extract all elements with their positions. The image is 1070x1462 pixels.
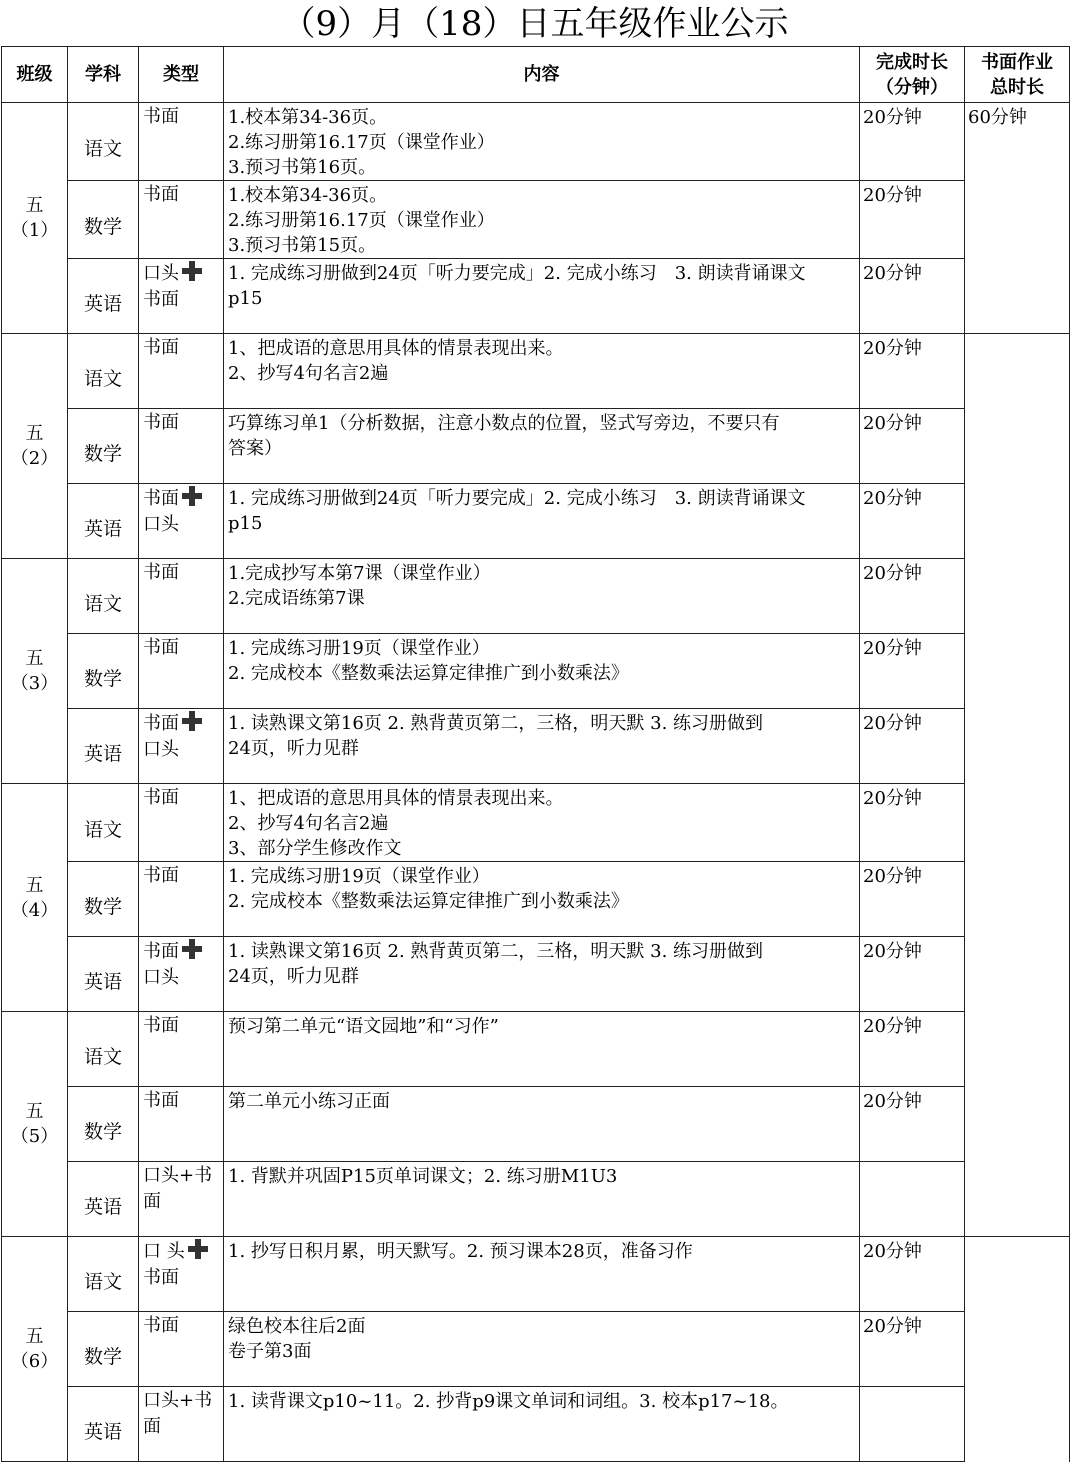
subject-cell: 语文	[68, 103, 139, 181]
content-cell: 第二单元小练习正面	[224, 1087, 860, 1162]
subject-cell: 数学	[68, 181, 139, 259]
duration-cell: 20分钟	[860, 634, 965, 709]
duration-cell: 20分钟	[860, 259, 965, 334]
table-row	[2, 181, 1070, 259]
duration-cell: 20分钟	[860, 484, 965, 559]
table-row	[2, 103, 1070, 181]
content-cell: 1. 完成练习册做到24页「听力要完成」2. 完成小练习 3. 朗读背诵课文 p15	[224, 259, 860, 334]
table-row	[2, 559, 1070, 634]
content-cell: 绿色校本往后2面 卷子第3面	[224, 1312, 860, 1387]
content-cell: 1.校本第34-36页。 2.练习册第16.17页（课堂作业） 3.预习书第16页。	[224, 103, 860, 181]
content-cell: 巧算练习单1（分析数据，注意小数点的位置，竖式写旁边，不要只有 答案）	[224, 409, 860, 484]
total-cell	[965, 334, 1070, 1237]
type-cell: 书面	[139, 1312, 224, 1387]
type-cell: 书面	[139, 559, 224, 634]
type-cell: 书面 口头	[139, 937, 224, 1012]
header-total: 书面作业 总时长	[965, 47, 1070, 103]
subject-cell: 语文	[68, 1012, 139, 1087]
table-row	[2, 1162, 1070, 1237]
subject-cell: 英语	[68, 259, 139, 334]
type-cell: 书面	[139, 181, 224, 259]
content-cell: 1. 读背课文p10~11。2. 抄背p9课文单词和词组。3. 校本p17~18。	[224, 1387, 860, 1462]
table-row	[2, 259, 1070, 334]
table-row	[2, 709, 1070, 784]
content-cell: 预习第二单元“语文园地”和“习作”	[224, 1012, 860, 1087]
duration-cell: 20分钟	[860, 709, 965, 784]
plus-icon	[181, 710, 203, 732]
class-cell: 五 （3）	[2, 559, 68, 784]
table-row	[2, 634, 1070, 709]
type-cell: 口 头 书面	[139, 1237, 224, 1312]
type-cell: 书面 口头	[139, 709, 224, 784]
table-row	[2, 1237, 1070, 1312]
type-cell: 书面 口头	[139, 484, 224, 559]
content-cell: 1. 读熟课文第16页 2. 熟背黄页第二，三格，明天默 3. 练习册做到 24页，听力见群	[224, 709, 860, 784]
type-cell: 书面	[139, 1012, 224, 1087]
type-cell: 书面	[139, 103, 224, 181]
table-row	[2, 862, 1070, 937]
table-row	[2, 1387, 1070, 1462]
content-cell: 1、把成语的意思用具体的情景表现出来。 2、抄写4句名言2遍 3、部分学生修改作文	[224, 784, 860, 862]
header-duration: 完成时长 （分钟）	[860, 47, 965, 103]
table-row	[2, 334, 1070, 409]
subject-cell: 语文	[68, 559, 139, 634]
table-row	[2, 484, 1070, 559]
duration-cell: 20分钟	[860, 937, 965, 1012]
header-type: 类型	[139, 47, 224, 103]
table-row	[2, 937, 1070, 1012]
plus-icon	[181, 260, 203, 282]
type-cell: 口头 书面	[139, 259, 224, 334]
class-cell: 五 （2）	[2, 334, 68, 559]
type-cell: 书面	[139, 1087, 224, 1162]
type-cell: 书面	[139, 784, 224, 862]
duration-cell: 20分钟	[860, 784, 965, 862]
subject-cell: 语文	[68, 1237, 139, 1312]
table-row	[2, 409, 1070, 484]
duration-cell: 20分钟	[860, 1237, 965, 1312]
header-content: 内容	[224, 47, 860, 103]
subject-cell: 英语	[68, 937, 139, 1012]
header-subject: 学科	[68, 47, 139, 103]
subject-cell: 数学	[68, 862, 139, 937]
header-class: 班级	[2, 47, 68, 103]
content-cell: 1、把成语的意思用具体的情景表现出来。 2、抄写4句名言2遍	[224, 334, 860, 409]
homework-table	[1, 46, 1070, 1462]
type-cell: 书面	[139, 409, 224, 484]
duration-cell	[860, 1387, 965, 1462]
type-cell: 书面	[139, 862, 224, 937]
table-row	[2, 1087, 1070, 1162]
plus-icon	[181, 485, 203, 507]
duration-cell: 20分钟	[860, 559, 965, 634]
subject-cell: 数学	[68, 409, 139, 484]
duration-cell: 20分钟	[860, 1312, 965, 1387]
subject-cell: 英语	[68, 1387, 139, 1462]
subject-cell: 数学	[68, 1087, 139, 1162]
duration-cell: 20分钟	[860, 334, 965, 409]
total-cell: 60分钟	[965, 103, 1070, 334]
duration-cell: 20分钟	[860, 409, 965, 484]
subject-cell: 数学	[68, 1312, 139, 1387]
content-cell: 1. 读熟课文第16页 2. 熟背黄页第二，三格，明天默 3. 练习册做到 24页，听力见群	[224, 937, 860, 1012]
type-cell: 书面	[139, 334, 224, 409]
type-cell: 书面	[139, 634, 224, 709]
class-cell: 五 （6）	[2, 1237, 68, 1462]
content-cell: 1. 完成练习册19页（课堂作业） 2. 完成校本《整数乘法运算定律推广到小数乘法》	[224, 634, 860, 709]
plus-icon	[181, 938, 203, 960]
plus-icon	[187, 1238, 209, 1260]
subject-cell: 英语	[68, 484, 139, 559]
table-row	[2, 1312, 1070, 1387]
table-row	[2, 1012, 1070, 1087]
duration-cell: 20分钟	[860, 862, 965, 937]
duration-cell: 20分钟	[860, 103, 965, 181]
type-cell: 口头+书 面	[139, 1162, 224, 1237]
duration-cell: 20分钟	[860, 1087, 965, 1162]
content-cell: 1. 完成练习册19页（课堂作业） 2. 完成校本《整数乘法运算定律推广到小数乘法》	[224, 862, 860, 937]
subject-cell: 语文	[68, 334, 139, 409]
class-cell: 五 （5）	[2, 1012, 68, 1237]
class-cell: 五 （4）	[2, 784, 68, 1012]
duration-cell: 20分钟	[860, 1012, 965, 1087]
page-title: （9）月（18）日五年级作业公示	[281, 4, 789, 44]
subject-cell: 英语	[68, 1162, 139, 1237]
header-row	[2, 47, 1070, 103]
content-cell: 1.完成抄写本第7课（课堂作业） 2.完成语练第7课	[224, 559, 860, 634]
type-cell: 口头+书 面	[139, 1387, 224, 1462]
subject-cell: 数学	[68, 634, 139, 709]
duration-cell	[860, 1162, 965, 1237]
content-cell: 1.校本第34-36页。 2.练习册第16.17页（课堂作业） 3.预习书第15页。	[224, 181, 860, 259]
class-cell: 五 （1）	[2, 103, 68, 334]
subject-cell: 语文	[68, 784, 139, 862]
content-cell: 1. 背默并巩固P15页单词课文；2. 练习册M1U3	[224, 1162, 860, 1237]
content-cell: 1. 完成练习册做到24页「听力要完成」2. 完成小练习 3. 朗读背诵课文 p15	[224, 484, 860, 559]
table-row	[2, 784, 1070, 862]
content-cell: 1. 抄写日积月累，明天默写。2. 预习课本28页，准备习作	[224, 1237, 860, 1312]
duration-cell: 20分钟	[860, 181, 965, 259]
subject-cell: 英语	[68, 709, 139, 784]
